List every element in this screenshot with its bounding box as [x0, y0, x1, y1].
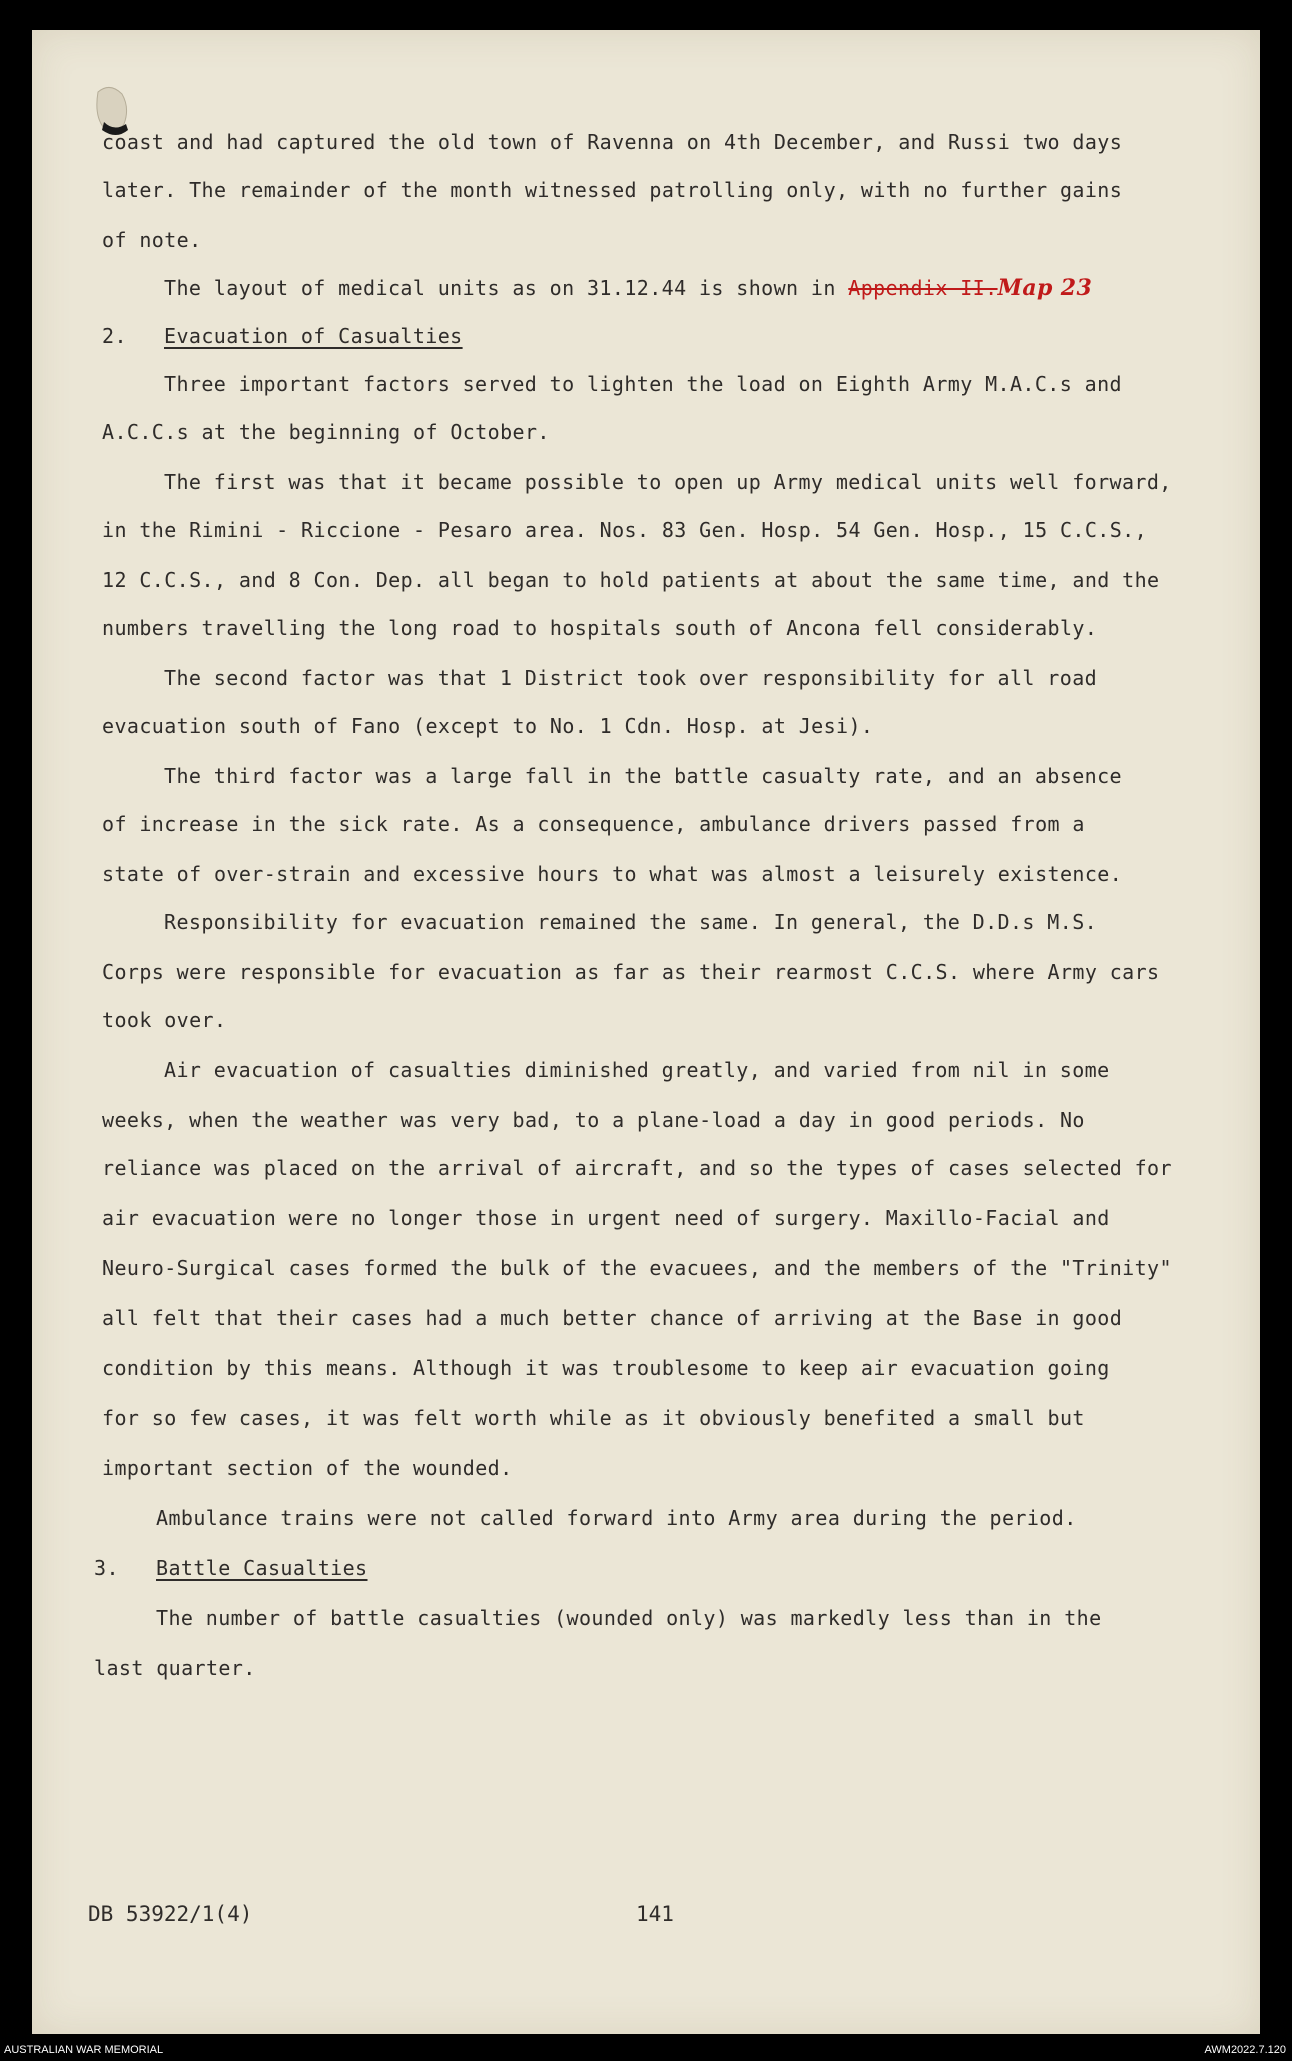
body-line: in the Rimini - Riccione - Pesaro area. Nos. 83 Gen. Hosp. 54 Gen. Hosp., 15 C.C.S., — [102, 518, 1148, 542]
body-line: Neuro-Surgical cases formed the bulk of the evacuees, and the members of the "Trinity" — [102, 1256, 1172, 1280]
body-line: Three important factors served to lighten the load on Eighth Army M.A.C.s and — [164, 372, 1122, 396]
body-line: important section of the wounded. — [102, 1456, 513, 1480]
body-line: of increase in the sick rate. As a consequence, ambulance drivers passed from a — [102, 812, 1085, 836]
archive-item-id: AWM2022.7.120 — [1204, 2044, 1286, 2056]
body-line: evacuation south of Fano (except to No. 1 Cdn. Hosp. at Jesi). — [102, 714, 874, 738]
body-line: Air evacuation of casualties diminished greatly, and varied from nil in some — [164, 1058, 1110, 1082]
body-line: of note. — [102, 228, 202, 252]
body-line: 12 C.C.S., and 8 Con. Dep. all began to hold patients at about the same time, and the — [102, 568, 1160, 592]
document-reference: DB 53922/1(4) — [88, 1902, 253, 1926]
section-number: 3. — [94, 1556, 119, 1580]
body-line: Corps were responsible for evacuation as far as their rearmost C.C.S. where Army cars — [102, 960, 1160, 984]
body-line: The second factor was that 1 District took over responsibility for all road — [164, 666, 1098, 690]
body-line: reliance was placed on the arrival of aircraft, and so the types of cases selected for — [102, 1156, 1172, 1180]
body-line-text: The layout of medical units as on 31.12.44 is shown in — [164, 276, 849, 300]
body-line: Responsibility for evacuation remained the same. In general, the D.D.s M.S. — [164, 910, 1098, 934]
body-line: last quarter. — [94, 1656, 256, 1680]
body-line: for so few cases, it was felt worth while as it obviously benefited a small but — [102, 1406, 1085, 1430]
body-line: weeks, when the weather was very bad, to a plane-load a day in good periods. No — [102, 1108, 1085, 1132]
document-page — [32, 30, 1260, 2034]
body-line: numbers travelling the long road to hospitals south of Ancona fell considerably. — [102, 616, 1098, 640]
body-line: The third factor was a large fall in the battle casualty rate, and an absence — [164, 764, 1122, 788]
body-line-with-annotation — [164, 274, 1092, 302]
archive-credit: AUSTRALIAN WAR MEMORIAL — [4, 2044, 164, 2056]
body-line: condition by this means. Although it was troublesome to keep air evacuation going — [102, 1356, 1110, 1380]
body-line: air evacuation were no longer those in urgent need of surgery. Maxillo-Facial and — [102, 1206, 1110, 1230]
body-line: A.C.C.s at the beginning of October. — [102, 420, 550, 444]
section-heading-battle-casualties: Battle Casualties — [156, 1556, 368, 1580]
body-line: The first was that it became possible to open up Army medical units well forward, — [164, 470, 1172, 494]
body-line: took over. — [102, 1008, 227, 1032]
section-heading-evacuation: Evacuation of Casualties — [164, 324, 463, 348]
section-number: 2. — [102, 324, 127, 348]
body-line: Ambulance trains were not called forward into Army area during the period. — [156, 1506, 1077, 1530]
body-line: coast and had captured the old town of Ravenna on 4th December, and Russi two days — [102, 130, 1123, 154]
handwritten-map-annotation: Map 23 — [997, 275, 1093, 301]
struck-appendix-reference: Appendix II. — [848, 276, 998, 300]
body-line: all felt that their cases had a much better chance of arriving at the Base in good — [102, 1306, 1123, 1330]
body-line: later. The remainder of the month witnessed patrolling only, with no further gains — [102, 178, 1123, 202]
body-line: state of over-strain and excessive hours to what was almost a leisurely existence. — [102, 862, 1123, 886]
page-number: 141 — [636, 1902, 674, 1926]
body-line: The number of battle casualties (wounded only) was markedly less than in the — [156, 1606, 1102, 1630]
